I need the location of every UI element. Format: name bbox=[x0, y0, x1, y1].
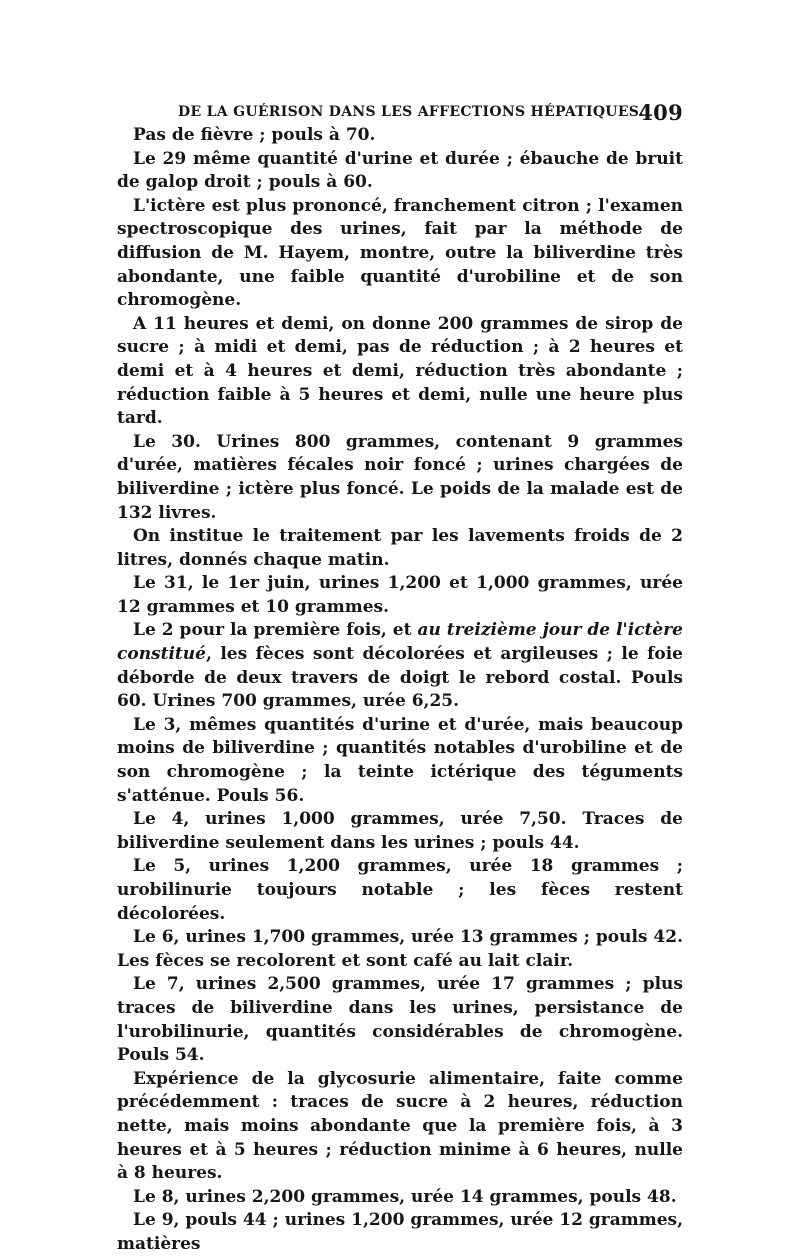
running-head bbox=[178, 100, 683, 124]
paragraph: Le 3, mêmes quantités d'urine et d'urée, mais beaucoup moins de biliverdine ; quantités notables d'urobiline et de son chromogène ; la teinte ictérique des téguments s'atténue. Pouls 56. bbox=[117, 714, 683, 806]
paragraph-text: , les fèces sont décolorées et argileuses ; le foie déborde de deux travers de doigt le rebord costal. Pouls 60. Urines 700 grammes, urée 6,25. bbox=[117, 644, 683, 712]
body-text bbox=[117, 124, 683, 1257]
paragraph: Le 8, urines 2,200 grammes, urée 14 grammes, pouls 48. bbox=[133, 1186, 677, 1207]
paragraph: Le 5, urines 1,200 grammes, urée 18 grammes ; urobilinurie toujours notable ; les fèces restent décolorées. bbox=[117, 856, 683, 924]
paragraph: Le 6, urines 1,700 grammes, urée 13 grammes ; pouls 42. Les fèces se recolorent et sont café au lait clair. bbox=[117, 927, 683, 971]
page-number: 409 bbox=[638, 100, 683, 125]
paragraph: Le 4, urines 1,000 grammes, urée 7,50. Traces de biliverdine seulement dans les urines ; pouls 44. bbox=[117, 809, 683, 853]
paragraph-text: Le 2 pour la première fois, et bbox=[133, 620, 418, 641]
paragraph: L'ictère est plus prononcé, franchement citron ; l'examen spectroscopique des urines, fait par la méthode de diffusion de M. Hayem, montre, outre la biliverdine très abondante, une faible quantité d'urobiline et de son chromogène. bbox=[117, 195, 683, 311]
paragraph: Expérience de la glycosurie alimentaire, faite comme précédemment : traces de sucre à 2 heures, réduction nette, mais moins abondante que la première fois, à 3 heures et à 5 heures ; réduction minime à 6 heures, nulle à 8 heures. bbox=[117, 1068, 683, 1184]
paragraph: Le 30. Urines 800 grammes, contenant 9 grammes d'urée, matières fécales noir foncé ; urines chargées de biliverdine ; ictère plus foncé. Le poids de la malade est de 132 livres. bbox=[117, 431, 683, 523]
italic-emphasis: au treizième jour de l'ictère constitué bbox=[117, 620, 683, 665]
paragraph: A 11 heures et demi, on donne 200 grammes de sirop de sucre ; à midi et demi, pas de réduction ; à 2 heures et demi et à 4 heures et demi, réduction très abondante ; réduction faible à 5 heures et demi, nulle une heure plus tard. bbox=[117, 313, 683, 429]
paragraph: Le 31, le 1er juin, urines 1,200 et 1,000 grammes, urée 12 grammes et 10 grammes. bbox=[117, 573, 683, 617]
paragraph: Le 7, urines 2,500 grammes, urée 17 grammes ; plus traces de biliverdine dans les urines, persistance de l'urobilinurie, quantités considérables de chromogène. Pouls 54. bbox=[117, 974, 683, 1066]
paragraph: Le 29 même quantité d'urine et durée ; ébauche de bruit de galop droit ; pouls à 60. bbox=[117, 148, 683, 193]
paragraph: Pas de fièvre ; pouls à 70. bbox=[133, 125, 376, 145]
paragraph bbox=[117, 619, 683, 713]
paragraph: On institue le traitement par les lavements froids de 2 litres, donnés chaque matin. bbox=[117, 526, 683, 570]
running-title: DE LA GUÉRISON DANS LES AFFECTIONS HÉPATIQUES. bbox=[178, 104, 644, 120]
paragraph: Le 9, pouls 44 ; urines 1,200 grammes, urée 12 grammes, matières bbox=[117, 1210, 683, 1254]
